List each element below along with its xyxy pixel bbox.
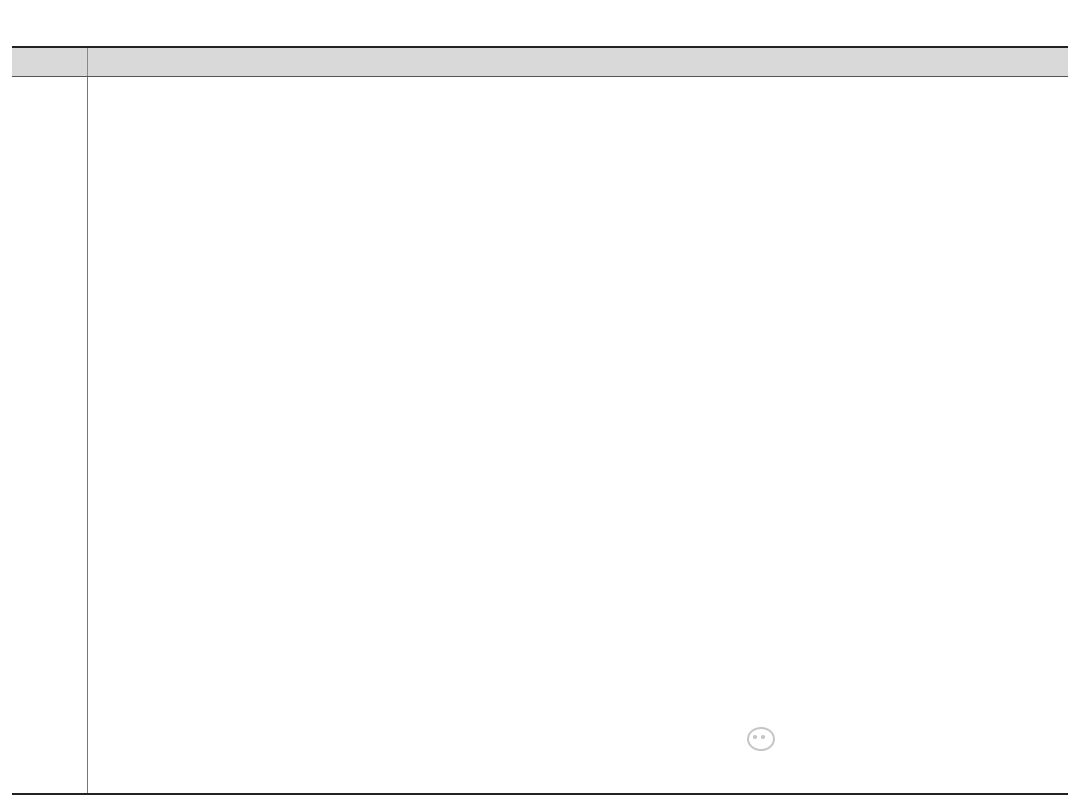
column-divider <box>87 77 88 793</box>
policy-table <box>12 46 1068 795</box>
table-title <box>0 0 1080 44</box>
table-header <box>12 48 1068 77</box>
header-description <box>87 48 1068 76</box>
